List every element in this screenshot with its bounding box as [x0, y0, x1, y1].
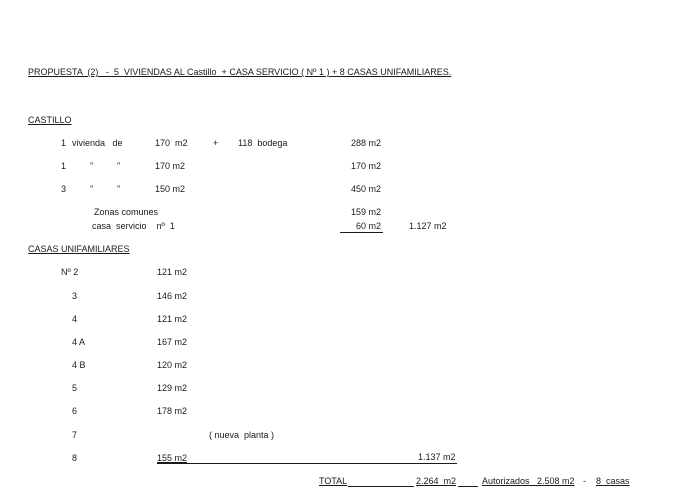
castillo-row-1-total: 288 m2: [351, 138, 382, 148]
castillo-row-1-desc: vivienda de: [72, 138, 123, 148]
total-value: 2.264 m2: [416, 476, 457, 486]
casa-row-number: 7: [72, 430, 78, 440]
castillo-row-1-extra: 118 bodega: [238, 138, 288, 148]
total-dash-rule: [348, 486, 414, 487]
castillo-row-3-qty: 3: [61, 184, 67, 194]
casa-row-number: 6: [72, 406, 78, 416]
houses-count: 8 casas: [596, 476, 630, 486]
authorized-separator: -: [583, 476, 586, 486]
document-heading: PROPUESTA (2) - 5 VIVIENDAS AL Castillo + CASA SERVICIO ( Nº 1 ) + 8 CASAS UNIFAMILIARES.: [28, 67, 452, 77]
castillo-row-1-area: 170 m2: [155, 138, 188, 148]
casa-row-area: 167 m2: [157, 337, 188, 347]
casa-row-area: 129 m2: [157, 383, 188, 393]
casa-row-number: 3: [72, 291, 78, 301]
casas-sum-rule: [157, 463, 457, 464]
zonas-comunes-label: Zonas comunes: [94, 207, 159, 217]
casas-subtotal: 1.137 m2: [418, 452, 456, 462]
casa-row-number: 4 B: [72, 360, 86, 370]
castillo-row-3-total: 450 m2: [351, 184, 382, 194]
casa-row-area: 146 m2: [157, 291, 188, 301]
casa-row-number: 4: [72, 314, 78, 324]
castillo-row-1-plus: +: [213, 138, 219, 148]
castillo-row-3-ditto-2: ”: [117, 184, 120, 194]
castillo-row-2-ditto-2: ”: [117, 161, 120, 171]
casa-row-area: 121 m2: [157, 267, 188, 277]
casa-row-area: 155 m2: [157, 453, 188, 463]
castillo-subtotal: 1.127 m2: [409, 221, 447, 231]
castillo-sum-rule: [340, 232, 383, 233]
casa-servicio-label: casa servicio nº 1: [92, 221, 175, 231]
casa-row-number: 8: [72, 453, 78, 463]
casa-row-area: 121 m2: [157, 314, 188, 324]
zonas-comunes-total: 159 m2: [351, 207, 382, 217]
casa-servicio-total: 60 m2: [356, 221, 382, 231]
castillo-row-1-qty: 1: [61, 138, 67, 148]
authorized-total: Autorizados 2.508 m2: [482, 476, 575, 486]
casa-row-number: 4 A: [72, 337, 86, 347]
casa-row-area: 120 m2: [157, 360, 188, 370]
casas-section-title: CASAS UNIFAMILIARES: [28, 244, 130, 254]
castillo-section-title: CASTILLO: [28, 115, 72, 125]
total-dash-rule-2: [458, 486, 478, 487]
castillo-row-2-ditto-1: ”: [90, 161, 93, 171]
castillo-row-2-qty: 1: [61, 161, 67, 171]
castillo-row-3-area: 150 m2: [155, 184, 186, 194]
total-label: TOTAL: [319, 476, 348, 486]
castillo-row-3-ditto-1: ”: [90, 184, 93, 194]
castillo-row-2-area: 170 m2: [155, 161, 186, 171]
casa-row-number: 5: [72, 383, 78, 393]
casa-row-note: ( nueva planta ): [209, 430, 275, 440]
casa-row-number: Nº 2: [61, 267, 79, 277]
casa-row-area: 178 m2: [157, 406, 188, 416]
castillo-row-2-total: 170 m2: [351, 161, 382, 171]
